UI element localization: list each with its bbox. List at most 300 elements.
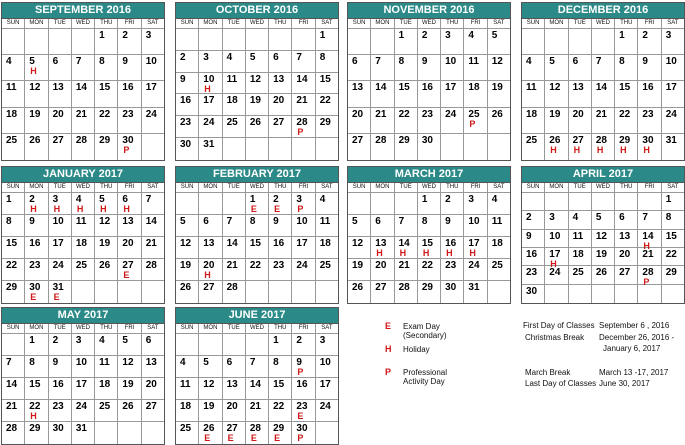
day-cell: [95, 356, 118, 378]
day-number: 2: [445, 194, 451, 205]
day-cell: [223, 51, 246, 73]
day-cell: [464, 215, 487, 237]
day-cell: [49, 422, 72, 444]
day-marker: H: [399, 248, 407, 258]
day-number: 12: [29, 82, 41, 94]
week-row: [348, 108, 510, 134]
day-cell: [615, 55, 638, 81]
month-title: APRIL 2017: [522, 167, 684, 183]
day-cell: [176, 29, 199, 51]
day-number: 31: [665, 134, 677, 146]
day-cell: [223, 356, 246, 378]
day-cell: [464, 134, 487, 160]
day-cell: [72, 193, 95, 215]
day-number: 10: [468, 216, 480, 227]
day-cell: [246, 378, 269, 400]
day-number: 27: [375, 282, 387, 293]
weekday-label: TUE: [223, 183, 246, 193]
day-cell: [545, 230, 568, 248]
month-title: NOVEMBER 2016: [348, 3, 510, 19]
day-number: 2: [296, 335, 302, 346]
month-title: JUNE 2017: [176, 308, 338, 324]
day-cell: [142, 334, 164, 356]
day-marker: H: [204, 83, 211, 94]
day-number: 19: [491, 82, 503, 94]
day-cell: [371, 29, 394, 55]
week-row: [522, 134, 684, 160]
day-number: 5: [491, 30, 498, 41]
day-cell: [142, 422, 164, 444]
day-number: 21: [6, 401, 18, 412]
weekday-label: SUN: [2, 183, 25, 193]
weekday-label: FRI: [638, 183, 661, 193]
day-number: 9: [445, 216, 451, 227]
day-number: 4: [226, 51, 233, 63]
day-cell: [371, 193, 394, 215]
day-cell: [395, 259, 418, 281]
day-cell: [269, 215, 292, 237]
day-number: 29: [619, 134, 631, 146]
day-cell: [2, 108, 25, 134]
day-cell: [95, 81, 118, 107]
day-cell: [418, 259, 441, 281]
day-number: 7: [375, 56, 381, 68]
day-number: 15: [665, 230, 677, 242]
day-number: 15: [99, 82, 111, 94]
day-cell: [176, 334, 199, 356]
day-number: 1: [665, 194, 672, 205]
day-cell: [569, 285, 592, 303]
week-row: [2, 281, 164, 303]
day-cell: [348, 259, 371, 281]
day-number: 26: [549, 134, 561, 146]
day-cell: [176, 73, 199, 95]
day-cell: [269, 237, 292, 259]
day-number: 7: [595, 56, 602, 68]
day-number: 23: [445, 260, 457, 271]
day-cell: [118, 108, 141, 134]
day-number: 17: [145, 82, 157, 94]
weekday-label: WED: [72, 19, 95, 29]
day-cell: [25, 281, 48, 303]
week-row: [348, 81, 510, 107]
day-number: 7: [6, 357, 12, 368]
day-number: 26: [203, 423, 215, 434]
day-number: 2: [421, 30, 428, 41]
day-number: 6: [145, 335, 152, 346]
day-cell: [395, 237, 418, 259]
day-cell: [199, 259, 222, 281]
day-cell: [371, 215, 394, 237]
week-row: [522, 55, 684, 81]
day-cell: [662, 108, 684, 134]
day-cell: [25, 193, 48, 215]
day-number: 20: [145, 379, 157, 390]
day-cell: [176, 138, 199, 160]
day-cell: [292, 334, 315, 356]
day-cell: [246, 259, 269, 281]
day-cell: [49, 378, 72, 400]
day-number: 22: [319, 95, 331, 107]
day-cell: [316, 51, 338, 73]
day-cell: [569, 55, 592, 81]
day-cell: [199, 193, 222, 215]
weekday-label: SAT: [316, 19, 338, 29]
day-number: 24: [203, 117, 215, 129]
day-number: 8: [319, 51, 326, 63]
day-number: 28: [375, 134, 387, 146]
day-number: 5: [203, 357, 209, 368]
day-cell: [316, 422, 338, 444]
weekday-label: MON: [199, 19, 222, 29]
day-number: 8: [249, 216, 256, 227]
day-cell: [72, 81, 95, 107]
day-cell: [464, 81, 487, 107]
day-cell: [592, 108, 615, 134]
day-number: 23: [122, 108, 134, 120]
day-cell: [522, 248, 545, 266]
day-number: 19: [122, 379, 134, 390]
day-cell: [199, 281, 222, 303]
day-cell: [269, 378, 292, 400]
weekday-label: WED: [72, 324, 95, 334]
day-number: 11: [75, 216, 87, 227]
day-cell: [223, 116, 246, 138]
weekday-label: TUE: [569, 183, 592, 193]
day-cell: [199, 215, 222, 237]
day-cell: [348, 237, 371, 259]
day-cell: [199, 334, 222, 356]
day-cell: [545, 285, 568, 303]
day-number: 22: [665, 248, 677, 260]
day-cell: [25, 29, 48, 55]
day-cell: [545, 81, 568, 107]
day-number: 9: [526, 230, 532, 242]
weekday-label: THU: [615, 183, 638, 193]
day-cell: [223, 215, 246, 237]
day-number: 13: [52, 82, 64, 94]
day-cell: [638, 55, 661, 81]
day-cell: [522, 134, 545, 160]
day-number: 16: [29, 238, 41, 249]
day-cell: [395, 134, 418, 160]
day-number: 25: [526, 134, 538, 146]
day-number: 17: [203, 95, 215, 107]
week-row: [176, 116, 338, 138]
day-number: 3: [145, 30, 152, 41]
day-number: 20: [226, 401, 238, 412]
day-cell: [142, 108, 164, 134]
day-cell: [316, 356, 338, 378]
day-cell: [176, 51, 199, 73]
weekday-label: MON: [25, 19, 48, 29]
weekday-header: [2, 183, 164, 193]
day-number: 25: [99, 401, 111, 412]
weekday-label: WED: [246, 324, 269, 334]
day-number: 27: [273, 117, 285, 129]
day-number: 3: [468, 194, 474, 205]
weekday-label: THU: [615, 19, 638, 29]
day-cell: [569, 108, 592, 134]
day-cell: [246, 94, 269, 116]
day-cell: [464, 281, 487, 303]
day-cell: [488, 281, 510, 303]
week-row: [348, 237, 510, 259]
day-cell: [418, 29, 441, 55]
day-number: 18: [491, 238, 503, 249]
day-cell: [418, 281, 441, 303]
day-cell: [246, 356, 269, 378]
day-number: 24: [75, 401, 87, 412]
day-cell: [25, 134, 48, 160]
day-number: 19: [352, 260, 364, 271]
day-cell: [269, 334, 292, 356]
day-cell: [418, 237, 441, 259]
day-number: 7: [398, 216, 405, 227]
day-cell: [371, 108, 394, 134]
day-number: 3: [52, 194, 59, 205]
day-number: 9: [122, 56, 128, 68]
day-cell: [95, 334, 118, 356]
day-cell: [316, 215, 338, 237]
day-number: 12: [180, 238, 192, 249]
day-cell: [615, 81, 638, 107]
day-number: 27: [572, 134, 584, 146]
day-cell: [49, 334, 72, 356]
day-cell: [441, 81, 464, 107]
day-number: 6: [375, 216, 381, 227]
day-cell: [522, 230, 545, 248]
day-cell: [25, 81, 48, 107]
day-number: 30: [445, 282, 457, 293]
day-cell: [223, 193, 246, 215]
day-marker: H: [204, 270, 211, 280]
day-marker: H: [573, 144, 581, 155]
day-cell: [199, 378, 222, 400]
weekday-label: TUE: [223, 19, 246, 29]
day-cell: [2, 422, 25, 444]
day-marker: H: [643, 144, 650, 155]
day-number: 17: [75, 379, 87, 390]
day-number: 10: [296, 216, 308, 227]
weekday-label: FRI: [118, 324, 141, 334]
day-cell: [72, 215, 95, 237]
day-number: 31: [75, 423, 87, 434]
day-cell: [638, 230, 661, 251]
day-cell: [292, 259, 315, 281]
day-cell: [292, 422, 315, 444]
day-cell: [418, 215, 441, 237]
day-number: 6: [572, 56, 579, 68]
day-cell: [72, 334, 95, 356]
week-row: [348, 134, 510, 160]
day-number: 14: [595, 82, 607, 94]
day-marker: E: [274, 204, 281, 214]
day-cell: [292, 281, 315, 303]
weekday-label: SUN: [2, 19, 25, 29]
day-cell: [246, 281, 269, 303]
day-number: 23: [52, 401, 64, 412]
week-row: [522, 81, 684, 107]
day-cell: [25, 55, 48, 81]
day-cell: [522, 108, 545, 134]
day-cell: [615, 211, 638, 229]
day-number: 7: [642, 212, 648, 224]
day-cell: [292, 400, 315, 422]
day-number: 12: [122, 357, 134, 368]
day-cell: [638, 81, 661, 107]
day-cell: [2, 281, 25, 303]
weekday-header: [348, 183, 510, 193]
day-number: 26: [99, 260, 111, 271]
day-cell: [72, 108, 95, 134]
weekday-label: MON: [199, 183, 222, 193]
day-number: 24: [445, 108, 457, 120]
day-number: 20: [352, 108, 364, 120]
day-number: 18: [468, 82, 480, 94]
day-cell: [545, 211, 568, 229]
day-number: 3: [319, 335, 326, 346]
week-row: [348, 29, 510, 55]
day-marker: H: [53, 204, 61, 214]
day-number: 27: [352, 134, 364, 146]
day-cell: [488, 29, 510, 55]
weekday-label: SUN: [2, 324, 25, 334]
day-number: 1: [619, 30, 625, 41]
day-number: 11: [6, 82, 17, 94]
day-number: 23: [29, 260, 41, 271]
month-calendar: [521, 166, 685, 304]
weekday-label: THU: [269, 19, 292, 29]
day-cell: [72, 356, 95, 378]
month-title: OCTOBER 2016: [176, 3, 338, 19]
week-row: [2, 29, 164, 55]
day-number: 11: [572, 230, 584, 242]
weekday-header: [176, 324, 338, 334]
day-cell: [95, 259, 118, 281]
day-number: 22: [398, 108, 410, 120]
day-cell: [615, 108, 638, 134]
day-cell: [662, 211, 684, 229]
day-cell: [615, 266, 638, 284]
day-cell: [49, 81, 72, 107]
week-row: [176, 400, 338, 422]
day-number: 21: [75, 108, 87, 120]
day-cell: [638, 211, 661, 229]
day-number: 26: [352, 282, 364, 293]
day-number: 28: [75, 134, 87, 146]
week-row: [348, 55, 510, 81]
day-cell: [545, 134, 568, 160]
month-calendar: [347, 166, 511, 304]
week-row: [2, 400, 164, 422]
day-cell: [569, 266, 592, 284]
day-cell: [441, 108, 464, 134]
day-cell: [592, 134, 615, 160]
day-number: 28: [595, 134, 607, 146]
day-number: 21: [375, 108, 387, 120]
week-row: [2, 259, 164, 281]
weekday-label: TUE: [395, 19, 418, 29]
day-cell: [662, 230, 684, 248]
day-number: 2: [29, 194, 35, 205]
day-number: 28: [226, 282, 238, 293]
day-cell: [592, 266, 615, 284]
day-cell: [142, 400, 164, 422]
day-marker: E: [30, 292, 37, 302]
day-cell: [638, 193, 661, 211]
day-number: 22: [273, 401, 285, 412]
week-row: [522, 193, 684, 211]
day-cell: [118, 55, 141, 81]
day-number: 14: [6, 379, 18, 390]
day-cell: [142, 29, 164, 55]
day-number: 4: [526, 56, 532, 68]
day-marker: H: [123, 204, 130, 214]
day-number: 19: [249, 95, 261, 107]
weekday-label: SUN: [348, 19, 371, 29]
day-cell: [592, 248, 615, 266]
day-cell: [569, 81, 592, 107]
day-cell: [118, 259, 141, 281]
day-cell: [348, 29, 371, 55]
month-title: MAY 2017: [2, 308, 164, 324]
day-cell: [246, 73, 269, 95]
week-row: [176, 237, 338, 259]
day-cell: [418, 55, 441, 81]
day-cell: [316, 29, 338, 51]
weekday-label: WED: [246, 19, 269, 29]
day-number: 1: [421, 194, 428, 205]
week-row: [2, 81, 164, 107]
weekday-label: FRI: [118, 19, 141, 29]
day-cell: [199, 422, 222, 444]
day-cell: [95, 108, 118, 134]
day-cell: [176, 378, 199, 400]
week-row: [176, 51, 338, 73]
month-title: SEPTEMBER 2016: [2, 3, 164, 19]
day-cell: [569, 193, 592, 211]
day-number: 24: [665, 108, 677, 120]
day-cell: [49, 134, 72, 160]
day-cell: [176, 237, 199, 259]
day-cell: [488, 215, 510, 237]
day-cell: [638, 285, 661, 303]
day-number: 23: [273, 260, 285, 271]
day-number: 16: [52, 379, 64, 390]
day-cell: [522, 29, 545, 55]
day-number: 29: [29, 423, 41, 434]
day-cell: [488, 55, 510, 81]
day-number: 25: [572, 267, 584, 279]
day-cell: [223, 94, 246, 116]
day-cell: [223, 400, 246, 422]
day-cell: [292, 215, 315, 237]
day-number: 14: [642, 230, 654, 242]
day-number: 25: [180, 423, 192, 434]
day-cell: [269, 400, 292, 422]
day-number: 4: [75, 194, 82, 205]
day-cell: [246, 215, 269, 237]
day-number: 17: [319, 379, 331, 390]
week-row: [2, 55, 164, 81]
month-calendar: [175, 2, 339, 161]
day-number: 26: [180, 282, 192, 293]
day-cell: [316, 237, 338, 259]
day-cell: [49, 215, 72, 237]
day-cell: [2, 400, 25, 422]
day-number: 27: [145, 401, 157, 412]
